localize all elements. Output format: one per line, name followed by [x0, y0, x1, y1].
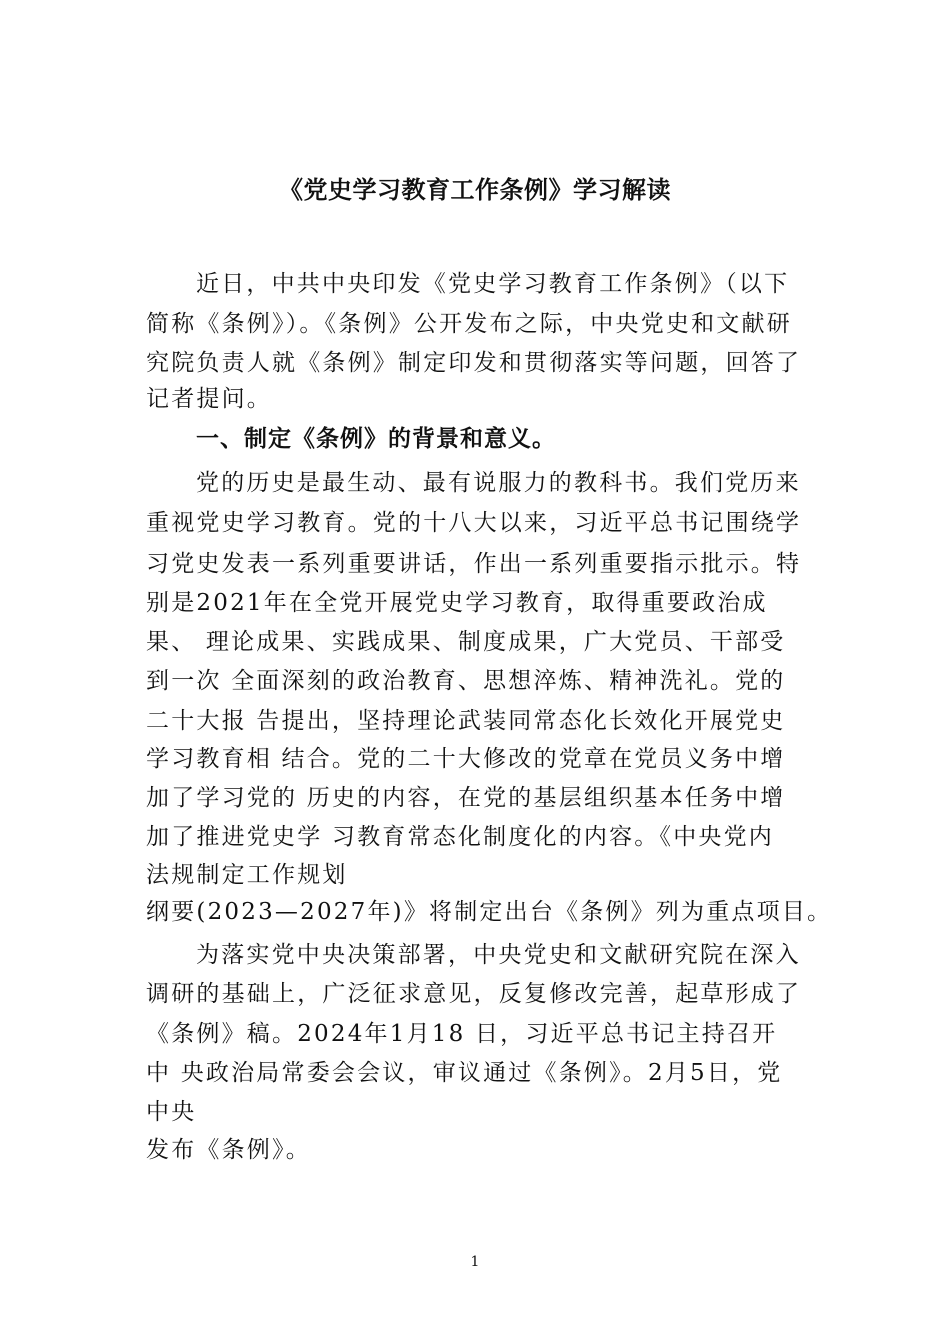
paragraph-2-line-4: 别是2021年在全党开展党史学习教育，取得重要政治成	[146, 590, 768, 616]
paragraph-3-line-1: 为落实党中央决策部署，中央党史和文献研究院在深入	[196, 942, 801, 968]
paragraph-2-line-1: 党的历史是最生动、最有说服力的教科书。我们党历来	[196, 470, 801, 496]
paragraph-2-line-3: 习党史发表一系列重要讲话，作出一系列重要指示批示。特	[146, 551, 802, 577]
paragraph-3-line-5: 中央	[146, 1099, 197, 1125]
paragraph-1-line-1: 近日，中共中央印发《党史学习教育工作条例》（以下	[196, 271, 790, 297]
paragraph-1-line-4: 记者提问。	[146, 386, 272, 412]
paragraph-3-line-3: 《条例》稿。2024年1月18 日，习近平总书记主持召开	[146, 1021, 778, 1047]
paragraph-3-line-2: 调研的基础上，广泛征求意见，反复修改完善，起草形成了	[146, 981, 802, 1007]
paragraph-3-line-6: 发布《条例》。	[146, 1137, 311, 1163]
paragraph-2-line-7: 二十大报 告提出，坚持理论武装同常态化长效化开展党史	[146, 708, 786, 734]
paragraph-1-line-3: 究院负责人就《条例》制定印发和贯彻落实等问题，回答了	[146, 350, 802, 376]
section-heading: 一、制定《条例》的背景和意义。	[196, 426, 556, 452]
document-title: 《党史学习教育工作条例》学习解读	[279, 176, 671, 204]
paragraph-2-line-9: 加了学习党的 历史的内容，在党的基层组织基本任务中增	[146, 785, 786, 811]
paragraph-2-line-8: 学习教育相 结合。党的二十大修改的党章在党员义务中增	[146, 746, 786, 772]
paragraph-1-line-2: 简称《条例》）。《条例》公开发布之际，中央党史和文献研	[146, 311, 792, 337]
paragraph-2-line-10: 加了推进党史学 习教育常态化制度化的内容。《中央党内	[146, 824, 775, 850]
paragraph-2-line-5: 果、 理论成果、实践成果、制度成果，广大党员、干部受	[146, 629, 786, 655]
paragraph-2-line-2: 重视党史学习教育。党的十八大以来，习近平总书记围绕学	[146, 510, 802, 536]
paragraph-2-line-11: 法规制定工作规划	[146, 862, 348, 888]
paragraph-2-line-6: 到一次 全面深刻的政治教育、思想淬炼、精神洗礼。党的	[146, 668, 786, 694]
paragraph-2-line-12: 纲要(2023—2027年)》将制定出台《条例》列为重点项目。	[146, 899, 833, 925]
paragraph-3-line-4: 中 央政治局常委会会议，审议通过《条例》。2月5日，党	[146, 1060, 783, 1086]
page-number: 1	[470, 1254, 480, 1270]
